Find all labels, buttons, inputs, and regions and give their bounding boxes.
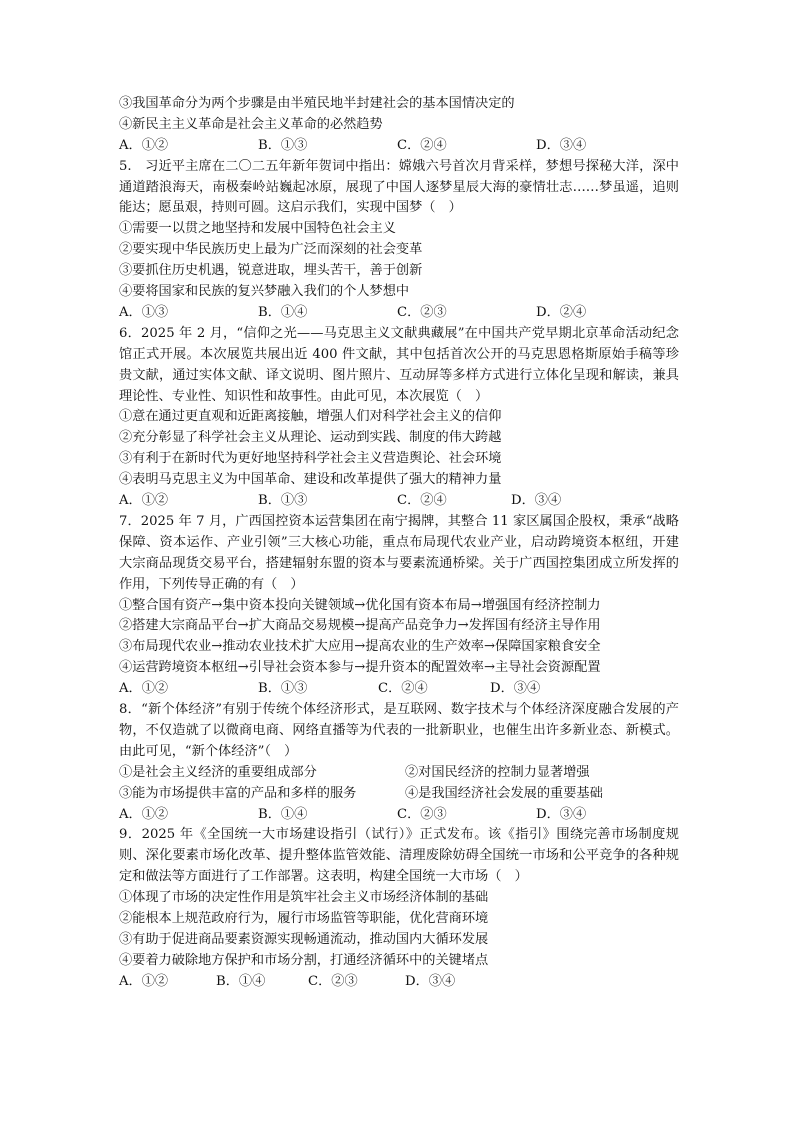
q8-item-3: ③能为市场提供丰富的产品和多样的服务 [119,785,357,801]
q4-option-d: D．③④ [536,137,587,153]
q6-option-b: B．①③ [258,493,308,509]
q5-item-3: ③要抓住历史机遇，锐意进取，埋头苦干，善于创新 [119,263,423,279]
q4-option-c: C．②④ [397,137,447,153]
q4-option-a: A．①② [119,137,169,153]
q9-option-c: C．②③ [308,973,358,989]
q9-options [119,972,679,993]
q5-options [119,303,679,324]
question-9 [119,825,679,992]
q7-item-2: ②搭建大宗商品平台→扩大商品交易规模→提高产品竞争力→发挥国有经济主导作用 [119,618,601,634]
q4-options [119,136,679,157]
question-5 [119,157,679,324]
q7-option-a: A．①② [119,681,169,697]
q8-option-c: C．②③ [397,806,447,822]
question-4 [119,94,679,157]
q9-option-d: D．③④ [405,973,456,989]
question-7 [119,512,679,700]
q9-item-3: ③有助于促进商品要素资源实现畅通流动，推动国内大循环发展 [119,931,489,947]
q4-item-3: ③我国革命分为两个步骤是由半殖民地半封建社会的基本国情决定的 [119,96,515,111]
q6-options [119,491,679,512]
q4-option-b: B．①③ [258,137,308,153]
q8-option-a: A．①② [119,806,169,822]
q6-option-c: C．②④ [397,493,447,509]
q6-option-a: A．①② [119,493,169,509]
q5-item-1: ①需要一以贯之地坚持和发展中国特色社会主义 [119,221,396,237]
q7-item-4: ④运营跨境资本枢纽→引导社会资本参与→提升资本的配置效率→主导社会资源配置 [119,660,601,676]
q6-item-4: ④表明马克思主义为中国革命、建设和改革提供了强大的精神力量 [119,472,502,488]
q6-item-2: ②充分彰显了科学社会主义从理论、运动到实践、制度的伟大跨越 [119,430,502,446]
q8-options [119,805,679,826]
q8-stem: 8．“新个体经济”有别于传统个体经济形式，是互联网、数字技术与个体经济深度融合发展的产物，不仅造就了以微商电商、网络直播等为代表的一批新职业，也催生出许多新业态、新模式。由此可见，“新个体经济”（ ） [119,702,679,759]
q5-option-a: A．①③ [119,304,169,320]
q9-item-1: ①体现了市场的决定性作用是筑牢社会主义市场经济体制的基础 [119,890,489,906]
q9-option-a: A．①② [119,973,169,989]
q9-item-4: ④要着力破除地方保护和市场分割，打通经济循环中的关键堵点 [119,952,489,968]
q4-item-4: ④新民主主义革命是社会主义革命的必然趋势 [119,116,383,132]
q6-option-d: D．③④ [511,493,562,509]
q9-item-2: ②能根本上规范政府行为，履行市场监管等职能，优化营商环境 [119,911,489,926]
q5-item-2: ②要实现中华民族历史上最为广泛而深刻的社会变革 [119,242,423,258]
q7-stem: 7．2025 年 7 月，广西国控资本运营集团在南宁揭牌，其整合 11 家区属国企股权，秉承“战略保障、资本运作、产业引领”三大核心功能，重点布局现代农业产业，启动跨境资本枢纽，开建大宗商品现货交易平台，搭建辐射东盟的资本与要素流通桥梁。关于广西国控集团成立所发挥的作用，下列传导正确的有（ ） [119,513,679,592]
q5-option-c: C．②③ [397,304,447,320]
q7-options [119,679,679,700]
q8-item-4: ④是我国经济社会发展的重要基础 [405,785,603,801]
q5-stem: 5. 习近平主席在二〇二五年新年贺词中指出：嫦娥六号首次月背采样，梦想号探秘大洋，深中通道踏浪海天，南极秦岭站巍起冰原，展现了中国人逐梦星辰大海的豪情壮志……梦虽遥，追则能达；愿虽艰，持则可圆。这启示我们，实现中国梦（ ） [119,158,679,216]
question-8 [119,700,679,825]
q5-item-4: ④要将国家和民族的复兴梦融入我们的个人梦想中 [119,284,410,300]
exam-page [119,94,679,993]
q9-stem: 9．2025 年《全国统一大市场建设指引（试行）》正式发布。该《指引》围绕完善市场制度规则、深化要素市场化改革、提升整体监管效能、清理废除妨碍全国统一市场和公平竞争的各种规定和做法等方面进行了工作部署。这表明，构建全国统一大市场（ ） [119,827,679,885]
q6-item-1: ①意在通过更直观和近距离接触，增强人们对科学社会主义的信仰 [119,409,502,425]
q7-item-1: ①整合国有资产→集中资本投向关键领域→优化国有资本布局→增强国有经济控制力 [119,597,601,613]
q6-item-3: ③有利于在新时代为更好地坚持科学社会主义营造舆论、社会环境 [119,451,502,467]
q8-items-row-1 [119,763,679,784]
q7-option-b: B．①③ [258,681,308,697]
q8-item-1: ①是社会主义经济的重要组成部分 [119,764,317,780]
question-6 [119,324,679,512]
q7-item-3: ③布局现代农业→推动农业技术扩大应用→提高农业的生产效率→保障国家粮食安全 [119,639,601,655]
q5-option-b: B．①④ [258,304,308,320]
q7-option-d: D．③④ [490,681,541,697]
q5-option-d: D．②④ [536,304,587,320]
q8-items-row-2 [119,784,679,805]
q8-option-d: D．③④ [536,806,587,822]
q6-stem: 6．2025 年 2 月，“信仰之光——马克思主义文献典藏展”在中国共产党早期北京革命活动纪念馆正式开展。本次展览共展出近 400 件文献，其中包括首次公开的马克思恩格斯原始手稿等珍贵文献，通过实体文献、译文说明、图片照片、互动屏等多样方式进行立体化呈现和解读，兼具理论性、专业性、知识性和故事性。由此可见，本次展览（ ） [119,325,679,404]
q8-option-b: B．①④ [258,806,308,822]
q9-option-b: B．①④ [216,973,266,989]
q8-item-2: ②对国民经济的控制力显著增强 [405,764,590,780]
q7-option-c: C．②④ [378,681,428,697]
